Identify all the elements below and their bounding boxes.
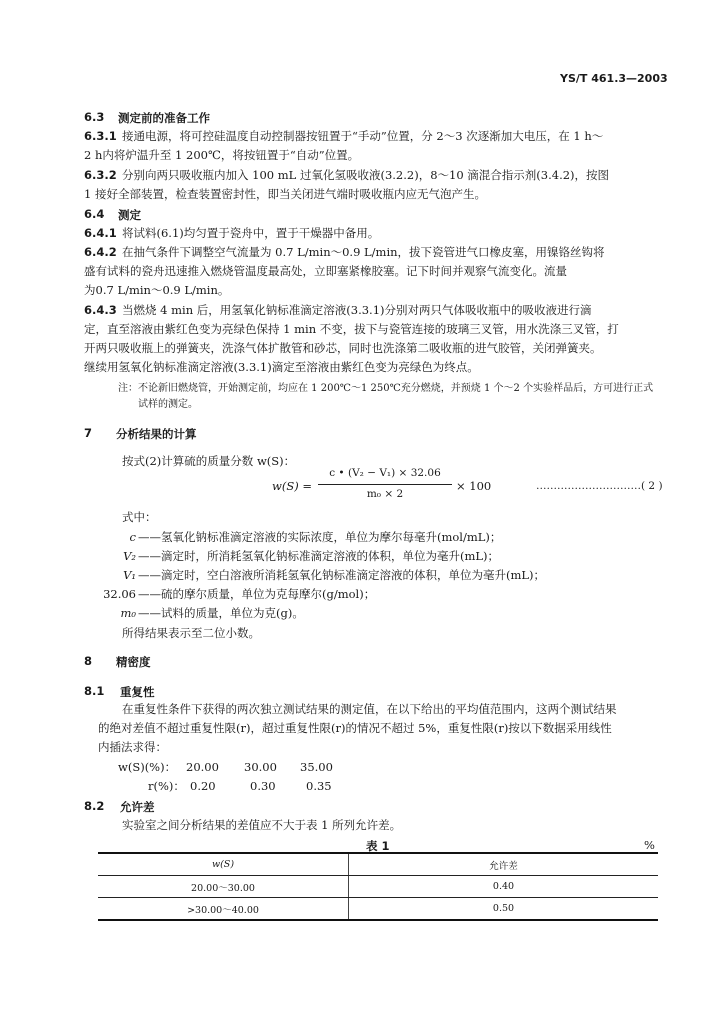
para-6-4-3-line3: 开两只吸收瓶上的弹簧夹，洗涤气体扩散管和砂芯，同时也洗涤第二吸收瓶的进气胶管，关闭弹簧夹。 [84,341,602,355]
result-precision: 所得结果表示至二位小数。 [122,626,260,640]
section-8-1-title: 重复性 [120,685,155,699]
formula-denominator: m₀ × 2 [366,488,404,500]
section-8-2-title: 允许差 [120,800,155,814]
def-c-symbol: c [129,530,136,544]
table-row [98,898,658,921]
data-row-r-label: r(%)： [148,779,185,793]
section-8-num: 8 [84,654,93,668]
def-m0-text: ——试料的质量，单位为克(g)。 [138,606,304,620]
para-6-4-2-line2: 盛有试料的瓷舟迅速推入燃烧管温度最高处，立即塞紧橡胶塞。记下时间并观察气流变化。流量 [84,264,567,278]
table-caption: 表 1 [366,839,390,853]
para-6-4-2-num: 6.4.2 [84,245,117,259]
data-row-r-value: 0.20 [190,779,216,793]
table-header-cell: 允许差 [349,853,659,876]
para-6-4-2-line1: 在抽气条件下调整空气流量为 0.7 L/min～0.9 L/min，拔下瓷管进气口橡皮塞，用镍铬丝钩将 [122,245,605,259]
def-v1-text: ——滴定时，空白溶液所消耗氢氧化钠标准滴定溶液的体积，单位为毫升(mL)； [138,568,546,582]
def-v2-text: ——滴定时，所消耗氢氧化钠标准滴定溶液的体积，单位为毫升(mL)； [138,549,500,563]
table-cell: 20.00～30.00 [98,876,349,898]
formula-lhs: w(S) = [272,479,312,493]
repeatability-line2: 的绝对差值不超过重复性限(r)，超过重复性限(r)的情况不超过 5%，重复性限(r)按以下数据采用线性 [98,721,612,735]
def-v1-symbol: V₁ [123,568,136,582]
tolerance-table [98,852,658,921]
para-6-3-1-line1: 接通电源，将可控硅温度自动控制器按钮置于“手动”位置，分 2～3 次逐渐加大电压，在 1 h～ [122,129,604,143]
table-cell: >30.00～40.00 [98,898,349,921]
def-v2-symbol: V₂ [123,549,136,563]
formula-fraction-bar [318,484,452,485]
table-cell: 0.40 [349,876,659,898]
para-6-4-3-num: 6.4.3 [84,303,117,317]
para-6-3-1-num: 6.3.1 [84,129,117,143]
para-6-4-2-line3: 为0.7 L/min～0.9 L/min。 [84,283,230,297]
section-6-3-heading: 测定前的准备工作 [118,111,210,125]
table-header-cell: w(S) [98,853,349,876]
data-row-r-value: 0.30 [250,779,276,793]
section-8-title: 精密度 [116,655,151,669]
table-header-row [98,853,658,876]
section-6-3-num: 6.3 [84,110,105,124]
tolerance-text: 实验室之间分析结果的差值应不大于表 1 所列允许差。 [122,818,402,832]
def-molar-text: ——硫的摩尔质量，单位为克每摩尔(g/mol)； [138,587,376,601]
def-molar-symbol: 32.06 [103,587,136,601]
section-6-4-num: 6.4 [84,207,105,221]
def-c-text: ——氢氧化钠标准滴定溶液的实际浓度，单位为摩尔每毫升(mol/mL)； [138,530,502,544]
para-6-4-3-line2: 定，直至溶液由紫红色变为亮绿色保持 1 min 不变，拔下与瓷管连接的玻璃三叉管，用水洗涤三叉管，打 [84,322,619,336]
data-row-w-value: 30.00 [244,760,277,774]
para-6-4-3-line1: 当燃烧 4 min 后，用氢氧化钠标准滴定溶液(3.3.1)分别对两只气体吸收瓶中的吸收液进行滴 [122,303,592,317]
section-6-4-heading: 测定 [118,208,141,222]
section-7-title: 分析结果的计算 [116,427,197,441]
data-row-w-label: w(S)(%)： [118,760,177,774]
para-6-4-3-line4: 继续用氢氧化钠标准滴定溶液(3.3.1)滴定至溶液由紫红色变为亮绿色为终点。 [84,360,479,374]
para-6-3-1-line2: 2 h内将炉温升至 1 200℃，将按钮置于“自动”位置。 [84,148,360,162]
section-7-num: 7 [84,426,93,440]
para-6-3-2-line1: 分别向两只吸收瓶内加入 100 mL 过氧化氢吸收液(3.2.2)，8～10 滴混合指示剂(3.4.2)，按图 [122,168,610,182]
table-unit: % [644,838,655,852]
table-row [98,876,658,898]
repeatability-line1: 在重复性条件下获得的两次独立测试结果的测定值，在以下给出的平均值范围内，这两个测试结果 [122,702,617,716]
para-6-4-1-num: 6.4.1 [84,226,117,240]
para-6-3-2-line2: 1 接好全部装置，检查装置密封性，即当关闭进气端时吸收瓶内应无气泡产生。 [84,187,486,201]
section-8-2-num: 8.2 [84,799,105,813]
doc-id: YS/T 461.3—2003 [560,72,668,85]
data-row-w-value: 20.00 [186,760,219,774]
data-row-w-value: 35.00 [300,760,333,774]
def-m0-symbol: m₀ [120,606,136,620]
formula-multiplier: × 100 [456,479,492,493]
note-line2: 试样的测定。 [138,399,198,410]
repeatability-line3: 内插法求得： [98,740,167,754]
note-line1: 注：不论新旧燃烧管，开始测定前，均应在 1 200℃～1 250℃充分燃烧，并预烧 1 个～2 个实验样品后，方可进行正式 [118,383,654,394]
formula-numerator: c • (V₂ − V₁) × 32.06 [329,467,441,479]
para-6-4-1-line1: 将试料(6.1)均匀置于瓷舟中，置于干燥器中备用。 [122,226,380,240]
where-label: 式中： [122,510,157,524]
calc-intro: 按式(2)计算硫的质量分数 w(S)： [122,454,296,468]
section-8-1-num: 8.1 [84,684,105,698]
table-cell: 0.50 [349,898,659,921]
data-row-r-value: 0.35 [306,779,332,793]
para-6-3-2-num: 6.3.2 [84,168,117,182]
formula-number: …………………………( 2 ) [536,480,663,492]
